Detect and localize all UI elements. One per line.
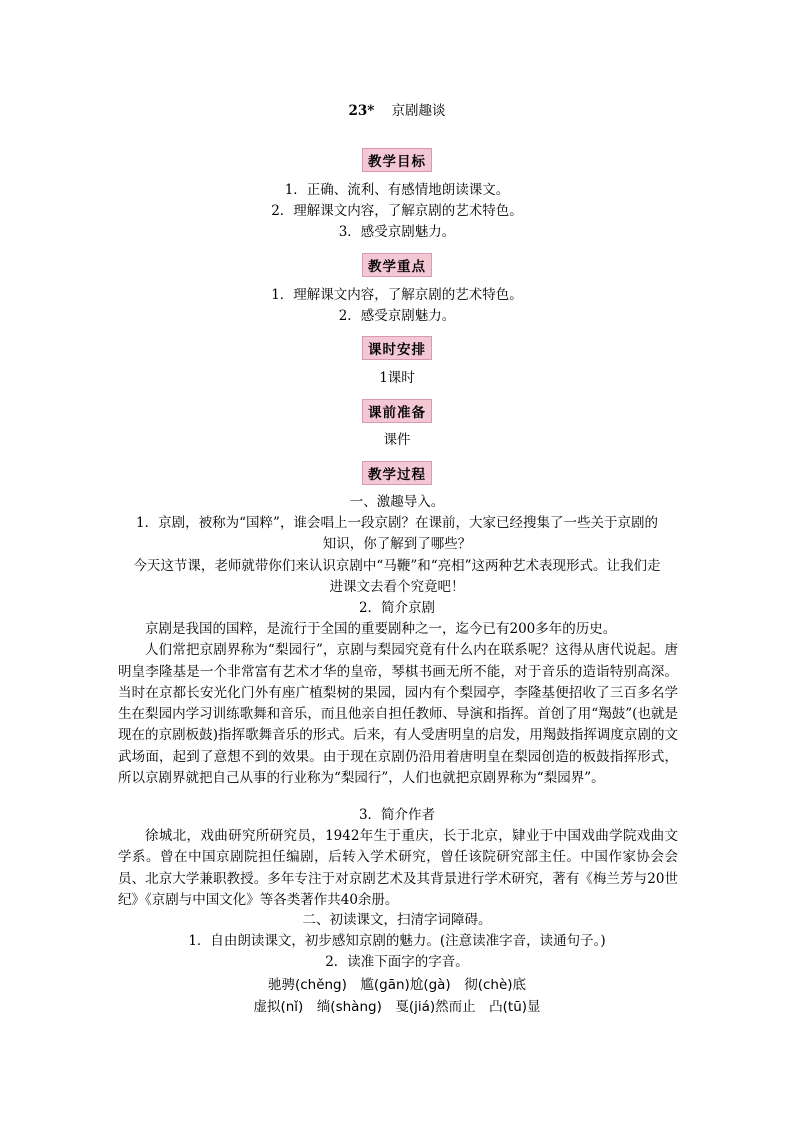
prep-heading: 课前准备 bbox=[0, 399, 794, 423]
lesson-number: 23* bbox=[348, 103, 375, 119]
goal-item: 2．理解课文内容，了解京剧的艺术特色。 bbox=[271, 203, 523, 219]
subsection-title: 2．读准下面字的字音。 bbox=[325, 954, 469, 970]
goal-item: 1．正确、流利、有感情地朗读课文。 bbox=[284, 182, 510, 198]
subsection-title: 2．简介京剧 bbox=[358, 600, 436, 616]
section-title: 二、初读课文，扫清字词障碍。 bbox=[302, 912, 492, 928]
pinyin-row: 虚拟(nǐ) 绱(shàng) 戛(jiá)然而止 凸(tū)显 bbox=[253, 999, 541, 1015]
process-heading: 教学过程 bbox=[0, 461, 794, 485]
focus-item: 1．理解课文内容，了解京剧的艺术特色。 bbox=[271, 287, 523, 303]
focus-heading: 教学重点 bbox=[0, 253, 794, 277]
subsection-title: 3．简介作者 bbox=[358, 807, 436, 823]
lesson-name: 京剧趣谈 bbox=[391, 103, 446, 119]
text-block bbox=[118, 619, 678, 789]
paragraph: 京剧是我国的国粹，是流行于全国的重要剧种之一，迄今已有200多年的历史。 bbox=[145, 621, 617, 637]
paragraph: 人们常把京剧界称为“梨园行”，京剧与梨园究竟有什么内在联系呢？这得从唐代说起。唐明皇李隆基是一个非常富有艺术才华的皇帝，琴棋书画无所不能，对于音乐的造诣特别高深。当时在京都长安光化门外有座广植梨树的果园，园内有个梨园亭，李隆基便招收了三百多名学生在梨园内学习训练歌舞和音乐，而且他亲自担任教师、导演和指挥。首创了用“羯鼓”(也就是现在的京剧板鼓)指挥歌舞音乐的形式。后来，有人受唐明皇的启发，用羯鼓指挥调度京剧的文武场面，起到了意想不到的效果。由于现在京剧仍沿用着唐明皇在梨园创造的板鼓指挥形式，所以京剧界就把自己从事的行业称为“梨园行”，人们也就把京剧界称为“梨园界”。 bbox=[118, 642, 678, 787]
text-block bbox=[118, 826, 678, 911]
paragraph: 1．自由朗读课文，初步感知京剧的魅力。(注意读准字音，读通句子。) bbox=[188, 933, 606, 949]
goal-item: 3．感受京剧魅力。 bbox=[338, 224, 456, 240]
hours-value: 1课时 bbox=[379, 370, 415, 386]
paragraph: 1．京剧，被称为“国粹”，谁会唱上一段京剧？在课前，大家已经搜集了一些关于京剧的知识，你了解到了哪些？ bbox=[136, 515, 658, 553]
prep-value: 课件 bbox=[383, 432, 411, 448]
paragraph: 今天这节课，老师就带你们来认识京剧中“马鞭”和“亮相”这两种艺术表现形式。让我们走进课文去看个究竟吧！ bbox=[133, 558, 661, 596]
section-title: 一、激趣导入。 bbox=[349, 494, 445, 510]
pinyin-row: 驰骋(chěng) 尴(gān)尬(gà) 彻(chè)底 bbox=[267, 977, 527, 993]
lesson-title bbox=[0, 99, 794, 119]
paragraph: 徐城北，戏曲研究所研究员，1942年生于重庆，长于北京，肄业于中国戏曲学院戏曲文学系。曾在中国京剧院担任编剧，后转入学术研究，曾任该院研究部主任。中国作家协会会员、北京大学兼职教授。多年专注于对京剧艺术及其背景进行学术研究，著有《梅兰芳与20世纪》《京剧与中国文化》等各类著作共40余册。 bbox=[118, 828, 678, 908]
goals-heading: 教学目标 bbox=[0, 148, 794, 172]
hours-heading: 课时安排 bbox=[0, 336, 794, 360]
focus-item: 2．感受京剧魅力。 bbox=[338, 308, 456, 324]
